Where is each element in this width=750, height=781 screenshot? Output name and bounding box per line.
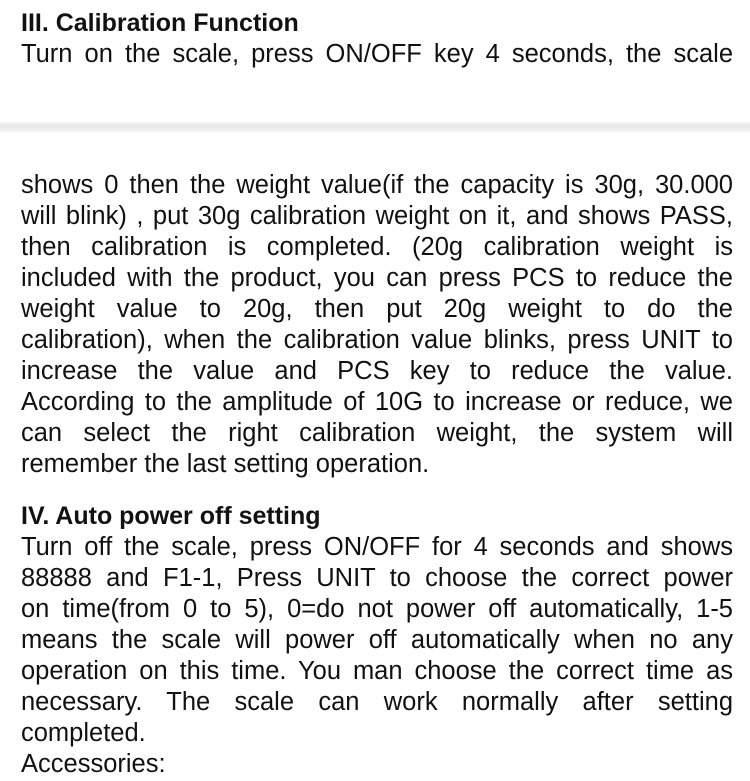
calibration-text-line: will blink) , put 30g calibration weight on it, and shows PASS, <box>21 202 733 230</box>
section-heading-calibration: III. Calibration Function <box>21 9 299 37</box>
calibration-text-line: can select the right calibration weight, the system will <box>21 419 733 447</box>
calibration-text-line: included with the product, you can press PCS to reduce the <box>21 264 733 292</box>
power-off-text-line: 88888 and F1-1, Press UNIT to choose the correct power <box>21 564 733 592</box>
section-heading-auto-power-off: IV. Auto power off setting <box>21 502 321 530</box>
calibration-text-line: calibration), when the calibration value blinks, press UNIT to <box>21 326 733 354</box>
power-off-text-line: means the scale will power off automatically when no any <box>21 626 733 654</box>
calibration-text-line: remember the last setting operation. <box>21 450 430 478</box>
calibration-text-line: then calibration is completed. (20g calibration weight is <box>21 233 733 261</box>
page-break-divider <box>0 122 750 132</box>
power-off-text-line: operation on this time. You man choose the correct time as <box>21 657 733 685</box>
power-off-text-line: Turn off the scale, press ON/OFF for 4 seconds and shows <box>21 533 733 561</box>
calibration-text-line: According to the amplitude of 10G to increase or reduce, we <box>21 388 733 416</box>
power-off-text-line: completed. <box>21 719 146 747</box>
calibration-text-line: shows 0 then the weight value(if the capacity is 30g, 30.000 <box>21 171 733 199</box>
calibration-text-line: Turn on the scale, press ON/OFF key 4 seconds, the scale <box>21 40 733 68</box>
accessories-label: Accessories: <box>21 750 166 778</box>
power-off-text-line: necessary. The scale can work normally after setting <box>21 688 733 716</box>
calibration-text-line: weight value to 20g, then put 20g weight to do the <box>21 295 733 323</box>
calibration-text-line: increase the value and PCS key to reduce the value. <box>21 357 733 385</box>
power-off-text-line: on time(from 0 to 5), 0=do not power off automatically, 1-5 <box>21 595 733 623</box>
